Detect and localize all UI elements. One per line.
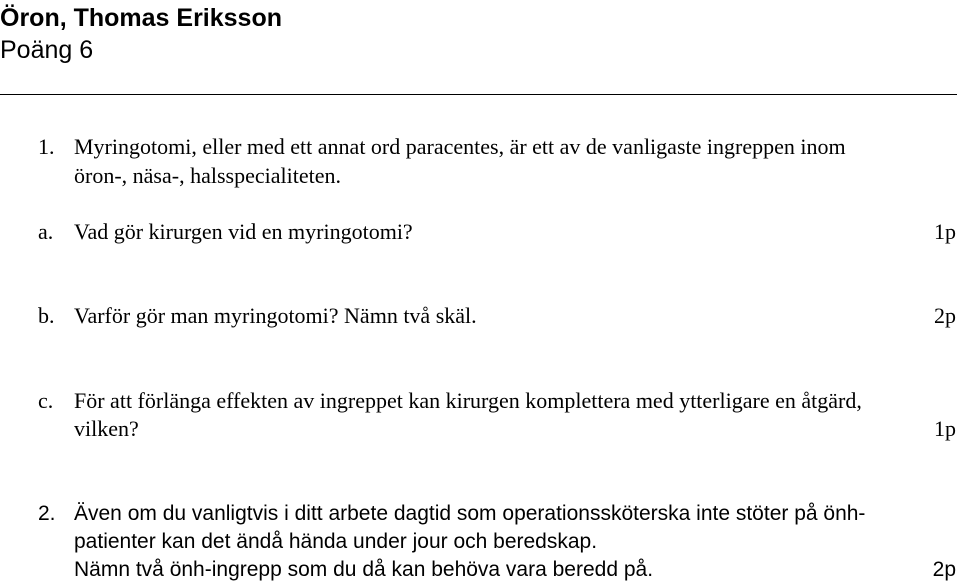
points-total: Poäng 6 xyxy=(0,36,94,64)
question-1b-points: 2p xyxy=(934,303,956,328)
question-1-number: 1. xyxy=(38,134,55,159)
question-1c-points: 1p xyxy=(934,416,956,441)
question-1a-text: Vad gör kirurgen vid en myringotomi? xyxy=(74,219,413,244)
page-title: Öron, Thomas Eriksson xyxy=(0,4,283,32)
question-2-text-line-3: Nämn två önh-ingrepp som du då kan behöva vara beredd på. xyxy=(74,558,654,581)
question-2-number: 2. xyxy=(38,502,56,525)
question-1a-letter: a. xyxy=(38,219,54,244)
question-1c-letter: c. xyxy=(38,388,54,413)
question-1c-text-line-2: vilken? xyxy=(74,416,139,441)
question-1-text-line-1: Myringotomi, eller med ett annat ord paracentes, är ett av de vanligaste ingreppen inom xyxy=(74,134,846,159)
question-1b-letter: b. xyxy=(38,303,55,328)
question-2-points: 2p xyxy=(932,558,956,581)
question-1a-points: 1p xyxy=(934,219,956,244)
header-divider xyxy=(0,94,957,95)
question-2-text-line-1: Även om du vanligtvis i ditt arbete dagtid som operationssköterska inte stöter på önh- xyxy=(74,502,866,525)
question-1-text-line-2: öron-, näsa-, halsspecialiteten. xyxy=(74,163,341,188)
question-2-text-line-2: patienter kan det ändå hända under jour och beredskap. xyxy=(74,530,598,553)
question-1b-text: Varför gör man myringotomi? Nämn två skäl. xyxy=(74,303,477,328)
question-1c-text-line-1: För att förlänga effekten av ingreppet kan kirurgen komplettera med ytterligare en åtgärd, xyxy=(74,388,862,413)
